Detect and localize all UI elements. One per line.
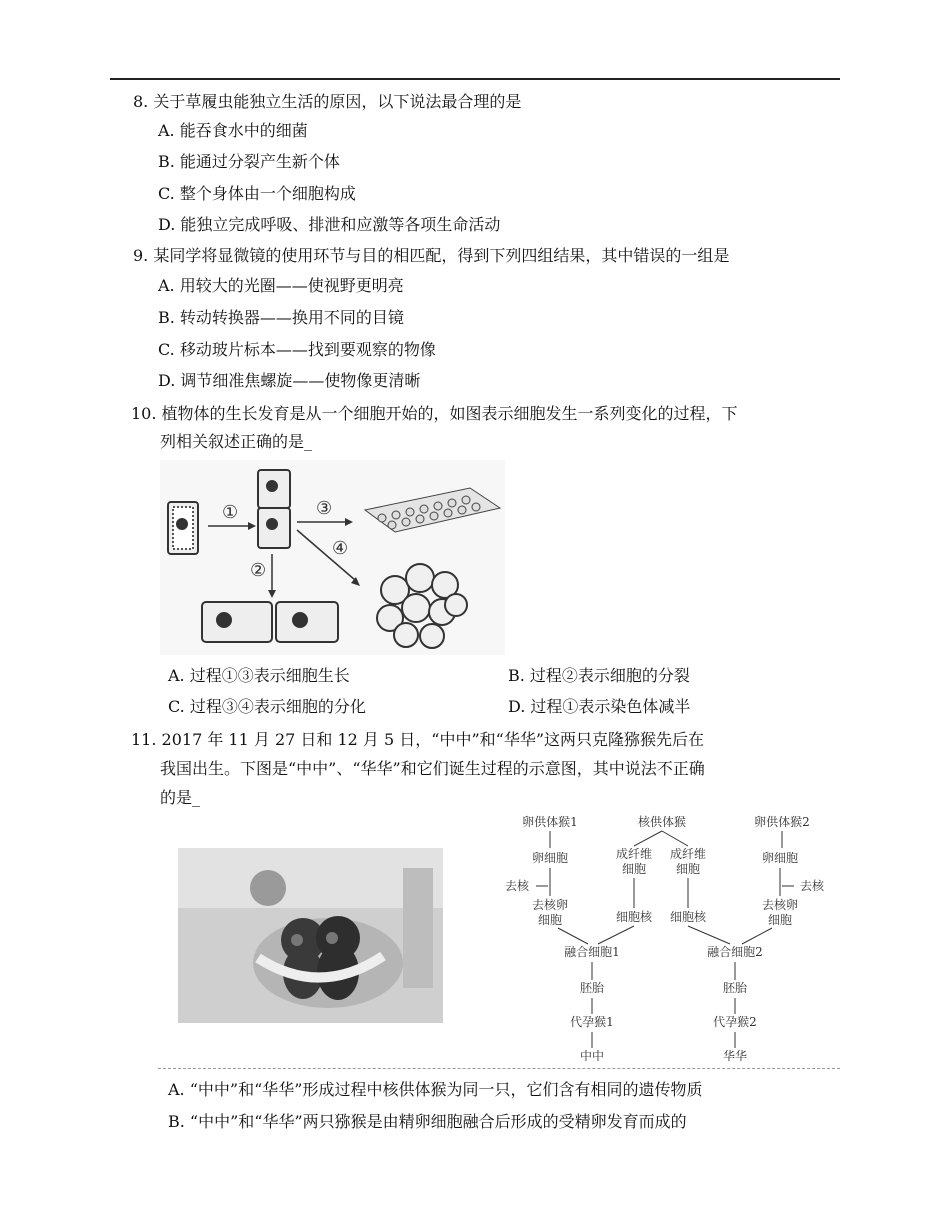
question-8-stem: 8. 关于草履虫能独立生活的原因，以下说法最合理的是 bbox=[133, 92, 522, 111]
surrogate-1: 代孕猴1 bbox=[570, 1015, 614, 1029]
label-4: ④ bbox=[332, 538, 349, 559]
remove-nucleus-2: 去核 bbox=[799, 879, 825, 893]
question-10-option-c[interactable]: C. 过程③④表示细胞的分化 bbox=[168, 697, 366, 716]
question-10-stem-line1: 10. 植物体的生长发育是从一个细胞开始的，如图表示细胞发生一系列变化的过程，下 bbox=[131, 404, 738, 423]
question-9-option-d[interactable]: D. 调节细准焦螺旋——使物像更清晰 bbox=[158, 371, 421, 390]
fibroblast-2b: 细胞 bbox=[675, 862, 701, 876]
label-1: ① bbox=[222, 502, 239, 523]
baby-zhongzhong: 中中 bbox=[579, 1049, 605, 1063]
question-10-option-d[interactable]: D. 过程①表示染色体减半 bbox=[508, 697, 691, 716]
question-10-option-a[interactable]: A. 过程①③表示细胞生长 bbox=[168, 666, 350, 685]
remove-nucleus-1: 去核 bbox=[504, 879, 530, 893]
oocyte-1: 卵细胞 bbox=[531, 851, 569, 865]
question-9-stem: 9. 某同学将显微镜的使用环节与目的相匹配，得到下列四组结果，其中错误的一组是 bbox=[133, 246, 730, 265]
egg-donor-1: 卵供体猴1 bbox=[522, 815, 578, 829]
question-10-stem-line2: 列相关叙述正确的是_ bbox=[160, 432, 313, 451]
surrogate-2: 代孕猴2 bbox=[713, 1015, 757, 1029]
fibroblast-1a: 成纤维 bbox=[615, 847, 653, 861]
enucleated-1b: 细胞 bbox=[537, 913, 563, 927]
question-8-option-a[interactable]: A. 能吞食水中的细菌 bbox=[158, 121, 308, 140]
enlarged-cells bbox=[202, 602, 338, 642]
fused-cell-2: 融合细胞2 bbox=[707, 945, 763, 959]
question-11-stem-line1: 11. 2017 年 11 月 27 日和 12 月 5 日，“中中”和“华华”这两只克隆猕猴先后在 bbox=[131, 730, 705, 749]
fibroblast-2a: 成纤维 bbox=[669, 847, 707, 861]
question-11-stem-line2: 我国出生。下图是“中中”、“华华”和它们诞生过程的示意图，其中说法不正确 bbox=[160, 759, 705, 778]
single-cell bbox=[168, 502, 198, 554]
fibroblast-1b: 细胞 bbox=[621, 862, 647, 876]
question-8-option-d[interactable]: D. 能独立完成呼吸、排泄和应激等各项生命活动 bbox=[158, 215, 501, 234]
question-8-option-b[interactable]: B. 能通过分裂产生新个体 bbox=[158, 152, 340, 171]
cell-process-figure bbox=[160, 460, 505, 655]
figure-divider bbox=[158, 1068, 840, 1069]
nucleus-2: 细胞核 bbox=[669, 910, 707, 924]
embryo-2: 胚胎 bbox=[722, 981, 748, 995]
question-11-option-b[interactable]: B. “中中”和“华华”两只猕猴是由精卵细胞融合后形成的受精卵发育而成的 bbox=[168, 1112, 687, 1131]
baby-huahua: 华华 bbox=[722, 1049, 748, 1063]
enucleated-2a: 去核卵 bbox=[761, 898, 799, 912]
label-2: ② bbox=[250, 560, 267, 581]
nucleus-donor: 核供体猴 bbox=[637, 815, 687, 829]
question-11-option-a[interactable]: A. “中中”和“华华”形成过程中核供体猴为同一只，它们含有相同的遗传物质 bbox=[168, 1080, 703, 1099]
fused-cell-1: 融合细胞1 bbox=[564, 945, 620, 959]
enucleated-2b: 细胞 bbox=[767, 913, 793, 927]
monkey-photo bbox=[178, 848, 443, 1023]
question-9-option-a[interactable]: A. 用较大的光圈——使视野更明亮 bbox=[158, 276, 404, 295]
divided-cells bbox=[258, 470, 290, 548]
question-8-option-c[interactable]: C. 整个身体由一个细胞构成 bbox=[158, 184, 356, 203]
question-9-option-b[interactable]: B. 转动转换器——换用不同的目镜 bbox=[158, 308, 404, 327]
header-rule bbox=[110, 78, 840, 80]
egg-donor-2: 卵供体猴2 bbox=[754, 815, 810, 829]
question-10-option-b[interactable]: B. 过程②表示细胞的分裂 bbox=[508, 666, 690, 685]
cloning-flow-diagram bbox=[500, 808, 845, 1068]
monkey-right bbox=[316, 916, 360, 1000]
nucleus-1: 细胞核 bbox=[615, 910, 653, 924]
question-11-stem-line3: 的是_ bbox=[160, 788, 201, 807]
embryo-1: 胚胎 bbox=[579, 981, 605, 995]
label-3: ③ bbox=[316, 498, 333, 519]
enucleated-1a: 去核卵 bbox=[531, 898, 569, 912]
question-9-option-c[interactable]: C. 移动玻片标本——找到要观察的物像 bbox=[158, 340, 436, 359]
oocyte-2: 卵细胞 bbox=[761, 851, 799, 865]
